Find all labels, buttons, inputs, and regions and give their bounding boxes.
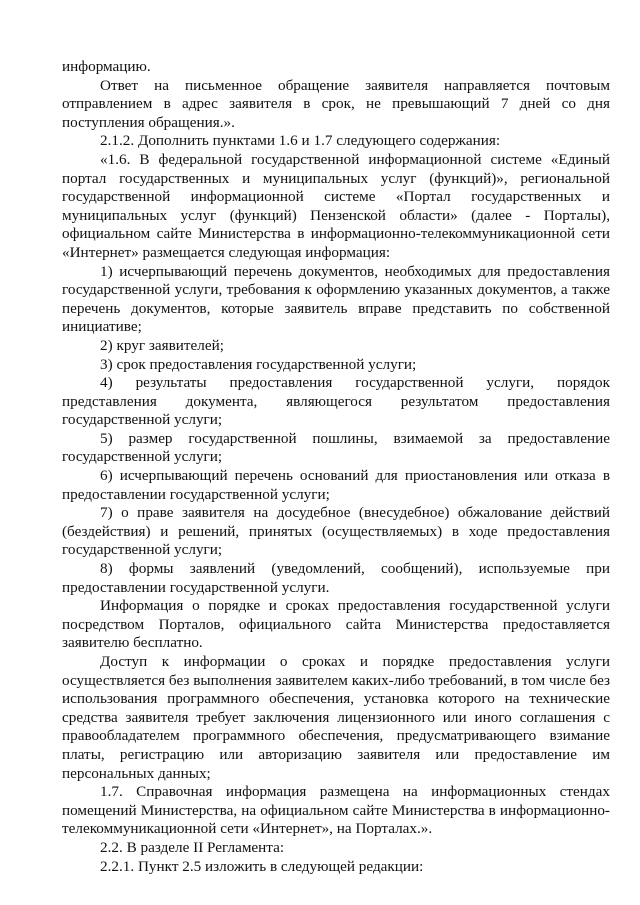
paragraph-item-2-2-1: 2.2.1. Пункт 2.5 изложить в следующей редакции: (100, 857, 424, 875)
paragraph-item-1-6: «1.6. В федеральной государственной информационной системе «Единый портал государственных и муниципальных услуг (функций)», региональной государственной информационной системе «Портал государственных и муниципальных услуг (функций) Пензенской области» (далее - Порталы), официальном сайте Министерства в информационно-телекоммуникационной сети «Интернет» размещается следующая информация: (62, 150, 610, 261)
paragraph-access-conditions: Доступ к информации о сроках и порядке предоставления услуги осуществляется без выполнения заявителем каких-либо требований, в том числе без использования программного обеспечения, установка которого на технические средства заявителя требует заключения лицензионного или иного соглашения с правообладателем программного обеспечения, предусматривающего взимание платы, регистрацию или авторизацию заявителя или предоставление им персональных данных; (62, 653, 610, 782)
list-item-4: 4) результаты предоставления государственной услуги, порядок представления документа, являющегося результатом предоставления государственной услуги; (62, 374, 610, 429)
paragraph-continuation: информацию. (62, 58, 151, 75)
paragraph-amendment-2-1-2: 2.1.2. Дополнить пунктами 1.6 и 1.7 следующего содержания: (100, 132, 501, 150)
list-item-6: 6) исчерпывающий перечень оснований для приостановления или отказа в предоставлении государственной услуги; (62, 467, 610, 503)
list-item-7: 7) о праве заявителя на досудебное (внесудебное) обжалование действий (бездействия) и решений, принятых (осуществляемых) в ходе предоставления государственной услуги; (62, 504, 610, 559)
document-page (62, 58, 610, 876)
list-item-3: 3) срок предоставления государственной услуги; (100, 355, 417, 373)
list-item-2: 2) круг заявителей; (100, 336, 224, 354)
paragraph-free-of-charge: Информация о порядке и сроках предоставления государственной услуги посредством Порталов, официального сайта Министерства предоставляется заявителю бесплатно. (62, 597, 610, 652)
list-item-8: 8) формы заявлений (уведомлений, сообщений), используемые при предоставлении государственной услуги. (62, 560, 610, 596)
list-item-1: 1) исчерпывающий перечень документов, необходимых для предоставления государственной услуги, требования к оформлению указанных документов, а также перечень документов, которые заявитель вправе представить по собственной инициативе; (62, 262, 610, 336)
paragraph-section-2-2: 2.2. В разделе II Регламента: (100, 838, 285, 856)
list-item-5: 5) размер государственной пошлины, взимаемой за предоставление государственной услуги; (62, 429, 610, 466)
paragraph-reply-mailing: Ответ на письменное обращение заявителя направляется почтовым отправлением в адрес заявителя в срок, не превышающий 7 дней со дня поступления обращения.». (62, 76, 610, 131)
paragraph-item-1-7: 1.7. Справочная информация размещена на информационных стендах помещений Министерства, на официальном сайте Министерства в информационно-телекоммуникационной сети «Интернет», на Порталах.». (62, 783, 610, 838)
